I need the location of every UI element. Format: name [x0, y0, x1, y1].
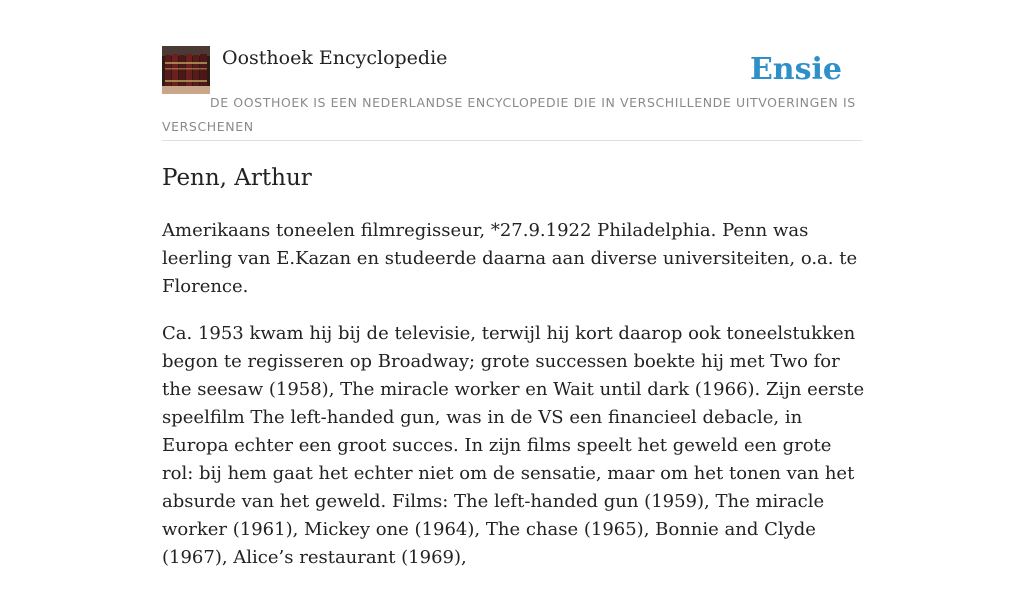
article-paragraph-1: Amerikaans toneelen filmregisseur, *27.9.1922 Philadelphia. Penn was leerling van E.Kazan en studeerde daarna aan diverse universiteiten, o.a. te Florence. — [162, 220, 858, 297]
site-tagline: DE OOSTHOEK IS EEN NEDERLANDSE ENCYCLOPEDIE DIE IN VERSCHILLENDE UITVOERINGEN IS VERSCHENEN — [162, 95, 856, 134]
article — [162, 160, 867, 591]
site-title[interactable]: Oosthoek Encyclopedie — [222, 47, 448, 69]
encyclopedia-books-icon[interactable] — [162, 46, 210, 94]
site-header — [162, 46, 862, 141]
article-paragraph-2: Ca. 1953 kwam hij bij de televisie, terwijl hij kort daarop ook toneelstukken begon te regisseren op Broadway; grote successen boekte hij met Two for the seesaw (1958), The miracle worker en Wait until dark (1966). Zijn eerste speelfilm The left-handed gun, was in de VS een financieel debacle, in Europa echter een groot succes. In zijn films speelt het geweld een grote rol: bij hem gaat het echter niet om de sensatie, maar om het tonen van het absurde van het geweld. Films: The left-handed gun (1959), The miracle worker (1961), Mickey one (1964), The chase (1965), Bonnie and Clyde (1967), Alice’s restaurant (1969), — [162, 323, 865, 568]
article-title: Penn, Arthur — [162, 165, 312, 191]
brand-logo[interactable]: Ensie — [749, 52, 842, 87]
